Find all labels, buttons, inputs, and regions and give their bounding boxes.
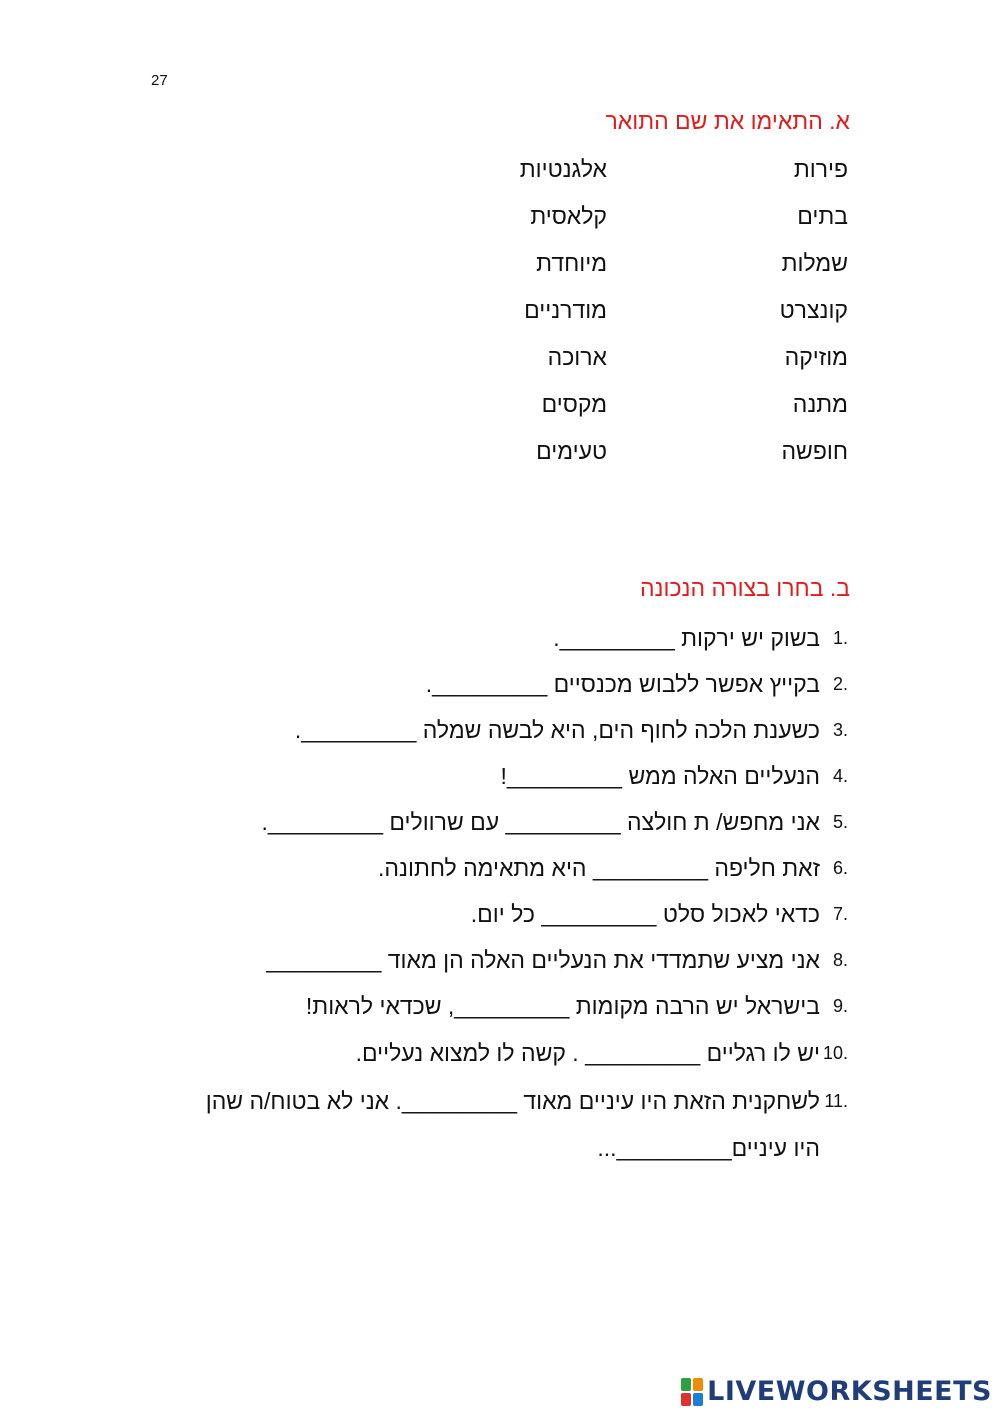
question-text[interactable]: כשענת הלכה לחוף הים, היא לבשה שמלה _________. <box>294 717 820 743</box>
liveworksheets-logo <box>681 1376 992 1407</box>
question-text[interactable]: הנעליים האלה ממש _________! <box>500 763 820 789</box>
question-number: 2. <box>832 674 848 694</box>
logo-mark-icon <box>681 1378 703 1406</box>
noun-item[interactable]: מוזיקה <box>784 344 848 370</box>
question-5 <box>261 805 848 839</box>
question-number: 9. <box>832 996 848 1016</box>
section-a-title: א. התאימו את שם התואר <box>605 108 850 134</box>
question-number: 8. <box>832 950 848 970</box>
question-text[interactable]: אני מחפש/ ת חולצה _________ עם שרוולים _________. <box>261 809 820 835</box>
question-8 <box>266 943 848 977</box>
adjective-item[interactable]: טעימים <box>536 438 607 464</box>
question-text[interactable]: בישראל יש הרבה מקומות _________, שכדאי לראות! <box>305 993 820 1019</box>
adjective-item[interactable]: מודרניים <box>524 297 607 323</box>
noun-item[interactable]: שמלות <box>781 250 848 276</box>
question-11 <box>205 1084 848 1118</box>
noun-item[interactable]: בתים <box>797 203 848 229</box>
question-4 <box>500 759 848 793</box>
question-number: 1. <box>832 628 848 648</box>
question-2 <box>425 667 848 701</box>
question-10 <box>355 1036 848 1070</box>
question-text[interactable]: לשחקנית הזאת היו עיניים מאוד _________. אני לא בטוח/ה שהן <box>205 1088 820 1114</box>
question-text[interactable]: כדאי לאכול סלט _________ כל יום. <box>470 901 820 927</box>
adjective-item[interactable]: מיוחדת <box>536 250 607 276</box>
adjective-item[interactable]: ארוכה <box>547 344 607 370</box>
noun-item[interactable]: קונצרט <box>779 297 848 323</box>
adjectives-column <box>520 153 607 482</box>
question-text[interactable]: בשוק יש ירקות _________. <box>553 625 820 651</box>
question-text[interactable]: בקייץ אפשר ללבוש מכנסיים _________. <box>425 671 820 697</box>
adjective-item[interactable]: מקסים <box>541 391 607 417</box>
question-number: 7. <box>832 904 848 924</box>
noun-item[interactable]: מתנה <box>792 391 848 417</box>
question-6 <box>378 851 848 885</box>
question-9 <box>305 989 848 1023</box>
question-3 <box>294 713 848 747</box>
question-number: 4. <box>832 766 848 786</box>
section-b-title: ב. בחרו בצורה הנכונה <box>639 575 850 601</box>
noun-item[interactable]: חופשה <box>781 438 848 464</box>
page-number: 27 <box>151 72 168 89</box>
question-number: 11. <box>824 1091 848 1111</box>
question-text[interactable]: יש לו רגליים _________ . קשה לו למצוא נעליים. <box>355 1040 820 1066</box>
question-number: 6. <box>832 858 848 878</box>
question-11-continuation[interactable]: היו עיניים_________... <box>597 1135 820 1161</box>
logo-text: LIVEWORKSHEETS <box>707 1376 992 1407</box>
adjective-item[interactable]: קלאסית <box>530 203 607 229</box>
question-text[interactable]: זאת חליפה _________ היא מתאימה לחתונה. <box>378 855 820 881</box>
nouns-column <box>780 153 848 482</box>
question-7 <box>470 897 848 931</box>
adjective-item[interactable]: אלגנטיות <box>519 156 607 182</box>
question-text[interactable]: אני מציע שתמדדי את הנעליים האלה הן מאוד _________ <box>266 947 820 973</box>
question-1 <box>553 621 848 655</box>
question-number: 3. <box>832 720 848 740</box>
question-number: 10. <box>822 1043 848 1063</box>
noun-item[interactable]: פירות <box>793 156 848 182</box>
question-number: 5. <box>832 812 848 832</box>
